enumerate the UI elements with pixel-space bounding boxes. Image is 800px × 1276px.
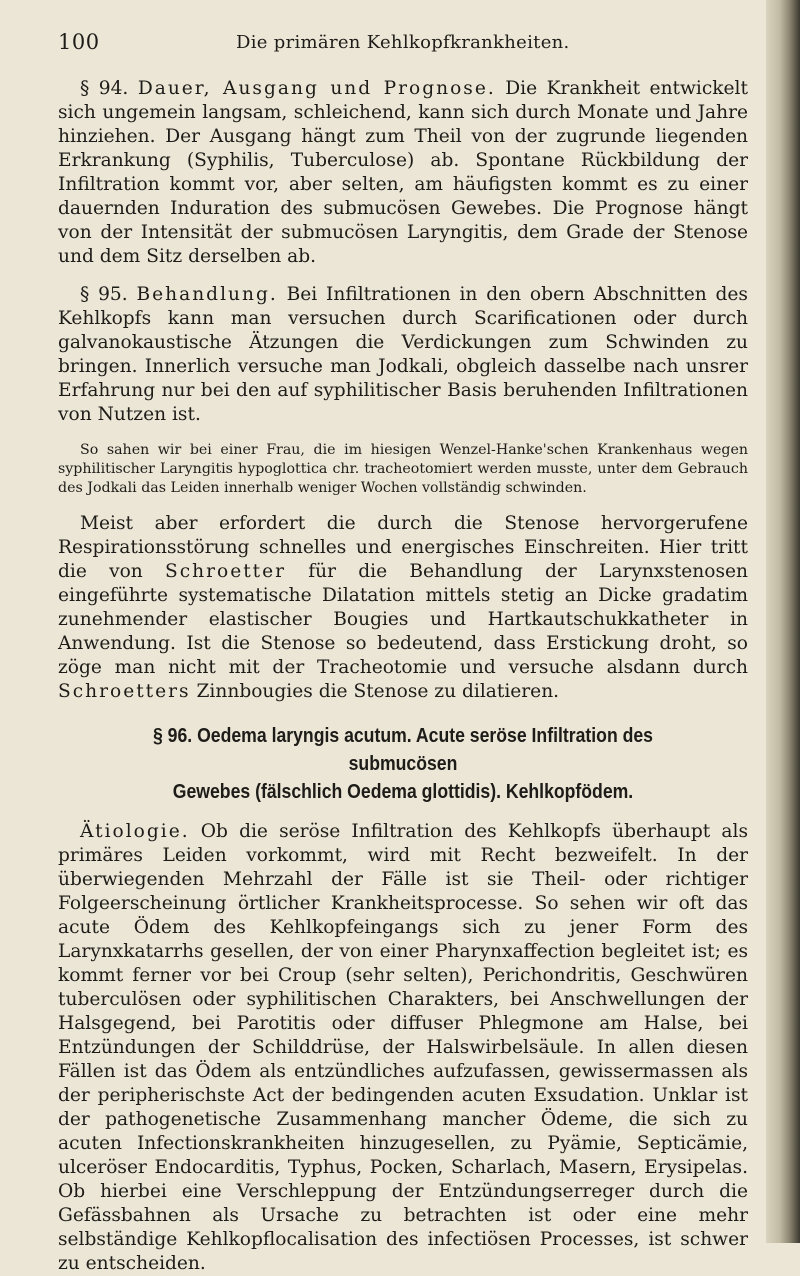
section-96-subtitle: Ätiologie. — [80, 821, 190, 842]
section-94-number: § 94. — [80, 78, 129, 99]
author-name-schroetters: Schroetters — [58, 681, 191, 702]
page-body — [58, 77, 748, 1276]
continuation-text-2: für die Behandlung der Larynxstenosen eingeführte systematische Dilatation mittels stetig an Dicke gradatim zunehmender elastischer Bougies und Hartkautschukkatheter in Anwendung. Ist die Stenose so bedeutend, dass Erstickung droht, so zöge man nicht mit der Tracheotomie und versuche alsdann durch — [58, 561, 749, 678]
section-96-text: Ob die seröse Infiltration des Kehlkopfs überhaupt als primäres Leiden vorkommt, wird mit Recht bezweifelt. In der überwiegenden Mehrzahl der Fälle ist sie Theil- oder richtiger Folgeerscheinung örtlicher Krankheitsprocesse. So sehen wir oft das acute Ödem des Kehlkopfeingangs sich zu jener Form des Larynxkatarrhs gesellen, der von einer Pharynxaffection begleitet ist; es kommt ferner vor bei Croup (sehr selten), Perichondritis, Geschwüren tuberculösen oder syphilitischen Charakters, bei Anschwellungen der Halsgegend, bei Parotitis oder diffuser Phlegmone am Halse, bei Entzündungen der Schilddrüse, der Halswirbelsäule. In allen diesen Fällen ist das Ödem als entzündliches aufzufassen, gewissermassen als der peripherischste Act der bedingenden acuten Exsudation. Unklar ist der pathogenetische Zusammenhang mancher Ödeme, die sich zu acuten Infectionskrankheiten hinzugesellen, zu Pyämie, Septicämie, ulceröser Endocarditis, Typhus, Pocken, Scharlach, Masern, Erysipelas. Ob hierbei eine Verschleppung der Entzündungserreger durch die Gefässbahnen als Ursache zu betrachten ist oder eine mehr selbständige Kehlkopflocalisation des infectiösen Processes, ist schwer zu entscheiden. — [58, 821, 748, 1274]
book-binding-edge — [766, 0, 800, 1243]
section-95-title: Behandlung. — [136, 284, 278, 305]
continuation-text-3: Zinnbougies die Stenose zu dilatieren. — [196, 681, 560, 702]
section-96-heading-line-2: Gewebes (fälschlich Oedema glottidis). Kehlkopfödem. — [172, 780, 634, 803]
section-95-note: So sahen wir bei einer Frau, die im hiesigen Wenzel-Hanke'schen Krankenhaus wegen syphilitischer Laryngitis hypoglottica chr. tracheotomiert werden musste, unter dem Gebrauch des Jodkali das Leiden innerhalb weniger Wochen vollständig schwinden. — [58, 442, 748, 496]
section-95-number: § 95. — [80, 284, 128, 305]
page-number: 100 — [58, 30, 100, 54]
section-94-title: Dauer, Ausgang und Prognose. — [137, 78, 496, 99]
running-title: Die primären Kehlkopfkrankheiten. — [236, 32, 570, 53]
section-95-continuation — [58, 512, 748, 704]
section-96-heading-line-1: § 96. Oedema laryngis acutum. Acute seröse Infiltration des submucösen — [152, 724, 654, 775]
section-95-paragraph — [58, 283, 748, 427]
section-96-paragraph — [58, 820, 748, 1276]
page-header — [58, 30, 748, 60]
section-94-paragraph — [58, 77, 748, 269]
section-94-text: Die Krankheit entwickelt sich ungemein langsam, schleichend, kann sich durch Monate und Jahre hinziehen. Der Ausgang hängt zum Theil von der zugrunde liegenden Erkrankung (Syphilis, Tuberculose) ab. Spontane Rückbildung der Infiltration kommt vor, aber selten, am häufigsten kommt es zu einer dauernden Induration des submucösen Gewebes. Die Prognose hängt von der Intensität der submucösen Laryngitis, dem Grade der Stenose und dem Sitz derselben ab. — [58, 78, 748, 267]
author-name-schroetter: Schroetter — [165, 561, 287, 582]
continuation-text-1: Meist aber erfordert die durch die Stenose hervorgerufene Respirationsstörung schnelles und energisches Einschreiten. Hier tritt die von — [58, 513, 748, 582]
section-95-text: Bei Infiltrationen in den obern Abschnitten des Kehlkopfs kann man versuchen durch Scarificationen oder durch galvanokaustische Ätzungen die Verdickungen zum Schwinden zu bringen. Innerlich versuche man Jodkali, obgleich dasselbe nach unsrer Erfahrung nur bei den auf syphilitischer Basis beruhenden Infiltrationen von Nutzen ist. — [58, 284, 748, 425]
